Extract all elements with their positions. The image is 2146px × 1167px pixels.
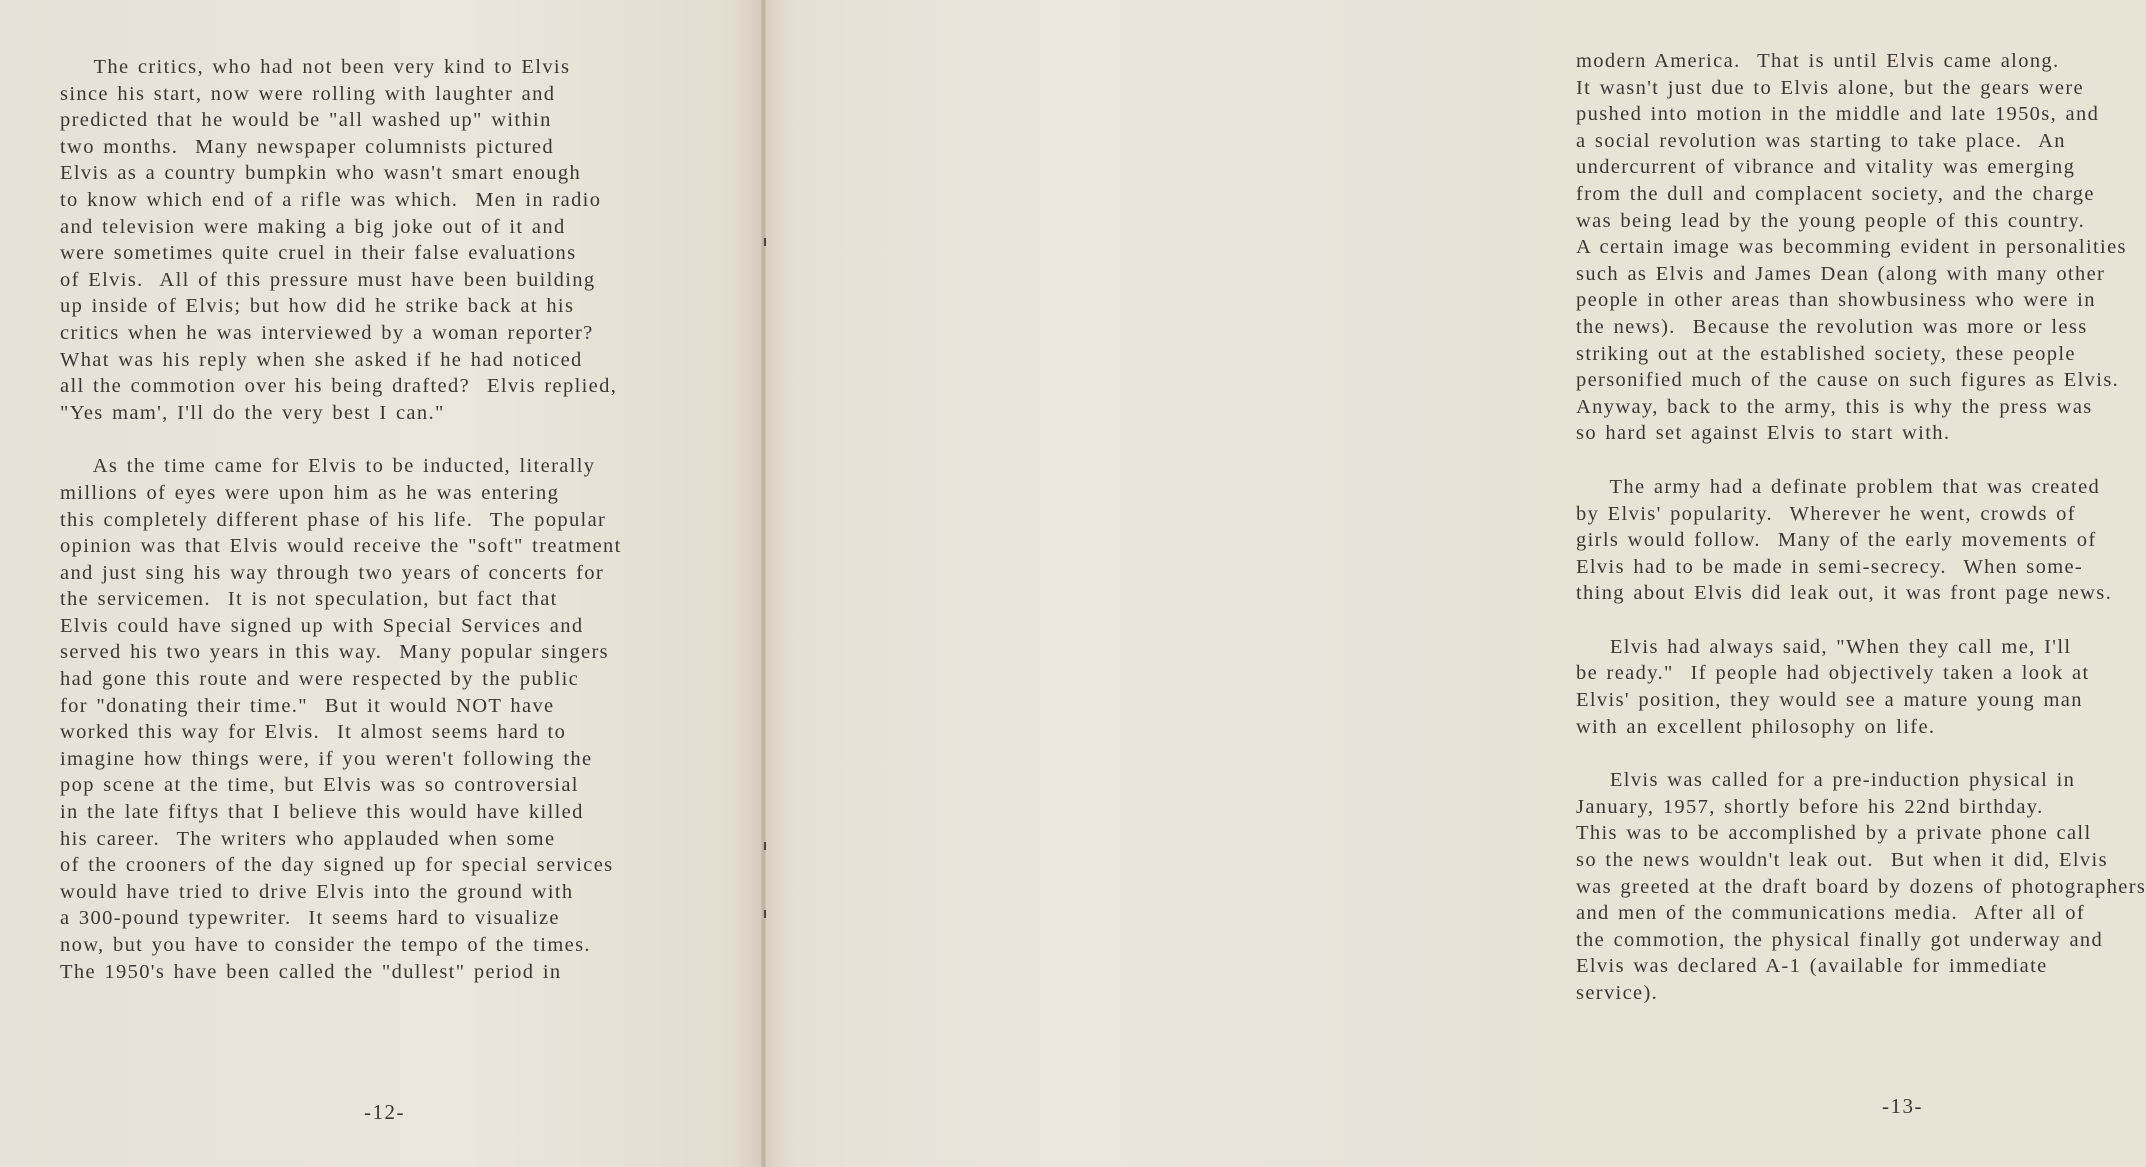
text-line: and just sing his way through two years of concerts for bbox=[60, 561, 605, 584]
paragraph-gap bbox=[1576, 740, 2146, 767]
text-line: by Elvis' popularity. Wherever he went, crowds of bbox=[1576, 502, 2076, 525]
text-line: Elvis could have signed up with Special Services and bbox=[60, 614, 584, 637]
text-line: critics when he was interviewed by a woman reporter? bbox=[60, 321, 594, 344]
staple-mark bbox=[764, 842, 766, 850]
paragraph-gap bbox=[1576, 447, 2146, 474]
text-line: A certain image was becomming evident in personalities bbox=[1576, 236, 2127, 259]
text-line: Elvis was declared A-1 (available for immediate bbox=[1576, 955, 2048, 978]
text-line: January, 1957, shortly before his 22nd birthday. bbox=[1576, 795, 2044, 818]
staple-mark bbox=[764, 238, 766, 246]
text-line: personified much of the cause on such figures as Elvis. bbox=[1576, 369, 2120, 392]
text-line: undercurrent of vibrance and vitality was emerging bbox=[1576, 156, 2076, 179]
text-line: This was to be accomplished by a private phone call bbox=[1576, 822, 2092, 845]
text-line: this completely different phase of his life. The popular bbox=[60, 508, 607, 531]
text-line: a 300-pound typewriter. It seems hard to visualize bbox=[60, 907, 560, 930]
text-line: for "donating their time." But it would NOT have bbox=[60, 694, 555, 717]
text-line: opinion was that Elvis would receive the "soft" treatment bbox=[60, 535, 622, 558]
text-line: service). bbox=[1576, 982, 1659, 1004]
right-page bbox=[764, 0, 2146, 1167]
text-line: worked this way for Elvis. It almost seems hard to bbox=[60, 721, 567, 744]
text-line: The 1950's have been called the "dullest" period in bbox=[60, 960, 562, 983]
paragraph bbox=[60, 54, 622, 426]
text-line: since his start, now were rolling with laughter and bbox=[60, 82, 556, 105]
right-page-text bbox=[1576, 48, 2146, 1007]
text-line: Elvis as a country bumpkin who wasn't smart enough bbox=[60, 162, 582, 185]
text-line: had gone this route and were respected by the public bbox=[60, 668, 580, 691]
text-line: imagine how things were, if you weren't following the bbox=[60, 747, 593, 770]
paragraph bbox=[1576, 474, 2146, 607]
text-line: Anyway, back to the army, this is why the press was bbox=[1576, 395, 2093, 418]
text-line: his career. The writers who applauded when some bbox=[60, 827, 556, 850]
text-line: As the time came for Elvis to be inducted, literally bbox=[60, 455, 596, 478]
text-line: Elvis was called for a pre-induction physical in bbox=[1576, 769, 2076, 792]
text-line: would have tried to drive Elvis into the ground with bbox=[60, 880, 574, 903]
text-line: of the crooners of the day signed up for special services bbox=[60, 854, 614, 877]
text-line: and television were making a big joke out of it and bbox=[60, 215, 566, 238]
paragraph bbox=[1576, 634, 2146, 740]
text-line: the news). Because the revolution was more or less bbox=[1576, 315, 2088, 338]
text-line: all the commotion over his being drafted? Elvis replied, bbox=[60, 375, 618, 398]
text-line: What was his reply when she asked if he had noticed bbox=[60, 348, 583, 371]
text-line: were sometimes quite cruel in their false evaluations bbox=[60, 242, 577, 265]
paragraph bbox=[60, 453, 622, 985]
paragraph bbox=[1576, 48, 2146, 447]
text-line: The army had a definate problem that was created bbox=[1576, 475, 2101, 498]
text-line: served his two years in this way. Many popular singers bbox=[60, 641, 609, 664]
page-number-right: -13- bbox=[1882, 1094, 1923, 1118]
paragraph-gap bbox=[1576, 607, 2146, 634]
text-line: The critics, who had not been very kind to Elvis bbox=[60, 56, 571, 78]
left-page-text bbox=[60, 54, 622, 985]
text-line: millions of eyes were upon him as he was entering bbox=[60, 481, 560, 504]
text-line: "Yes mam', I'll do the very best I can." bbox=[60, 401, 445, 424]
text-line: now, but you have to consider the tempo of the times. bbox=[60, 934, 591, 956]
text-line: Elvis had to be made in semi-secrecy. When some- bbox=[1576, 555, 2084, 578]
text-line: people in other areas than showbusiness who were in bbox=[1576, 289, 2096, 312]
text-line: the servicemen. It is not speculation, but fact that bbox=[60, 588, 558, 611]
text-line: be ready." If people had objectively taken a look at bbox=[1576, 662, 2090, 685]
text-line: up inside of Elvis; but how did he strike back at his bbox=[60, 295, 575, 318]
text-line: Elvis' position, they would see a mature young man bbox=[1576, 689, 2083, 712]
text-line: was greeted at the draft board by dozens of photographers bbox=[1576, 875, 2146, 898]
text-line: two months. Many newspaper columnists pictured bbox=[60, 135, 554, 158]
book-gutter bbox=[761, 0, 766, 1167]
text-line: with an excellent philosophy on life. bbox=[1576, 715, 1936, 738]
text-line: of Elvis. All of this pressure must have been building bbox=[60, 268, 596, 291]
text-line: so hard set against Elvis to start with. bbox=[1576, 422, 1951, 445]
text-line: pushed into motion in the middle and late 1950s, and bbox=[1576, 103, 2100, 126]
text-line: from the dull and complacent society, and the charge bbox=[1576, 182, 2095, 205]
text-line: girls would follow. Many of the early movements of bbox=[1576, 529, 2097, 552]
text-line: the commotion, the physical finally got underway and bbox=[1576, 928, 2104, 951]
text-line: to know which end of a rifle was which. Men in radio bbox=[60, 188, 602, 211]
text-line: a social revolution was starting to take place. An bbox=[1576, 129, 2066, 152]
text-line: It wasn't just due to Elvis alone, but the gears were bbox=[1576, 76, 2084, 99]
left-page bbox=[0, 0, 764, 1167]
text-line: and men of the communications media. After all of bbox=[1576, 902, 2086, 925]
text-line: pop scene at the time, but Elvis was so controversial bbox=[60, 774, 579, 797]
staple-mark bbox=[764, 910, 766, 918]
paragraph bbox=[1576, 767, 2146, 1006]
paragraph-gap bbox=[60, 426, 622, 453]
text-line: so the news wouldn't leak out. But when it did, Elvis bbox=[1576, 849, 2108, 872]
text-line: such as Elvis and James Dean (along with many other bbox=[1576, 262, 2106, 285]
text-line: predicted that he would be "all washed up" within bbox=[60, 109, 552, 132]
page-number-left: -12- bbox=[364, 1100, 405, 1124]
text-line: Elvis had always said, "When they call me, I'll bbox=[1576, 635, 2072, 658]
text-line: modern America. That is until Elvis came along. bbox=[1576, 50, 2060, 72]
text-line: in the late fiftys that I believe this would have killed bbox=[60, 801, 584, 824]
text-line: striking out at the established society, these people bbox=[1576, 342, 2076, 365]
text-line: thing about Elvis did leak out, it was front page news. bbox=[1576, 582, 2113, 605]
text-line: was being lead by the young people of this country. bbox=[1576, 209, 2086, 232]
